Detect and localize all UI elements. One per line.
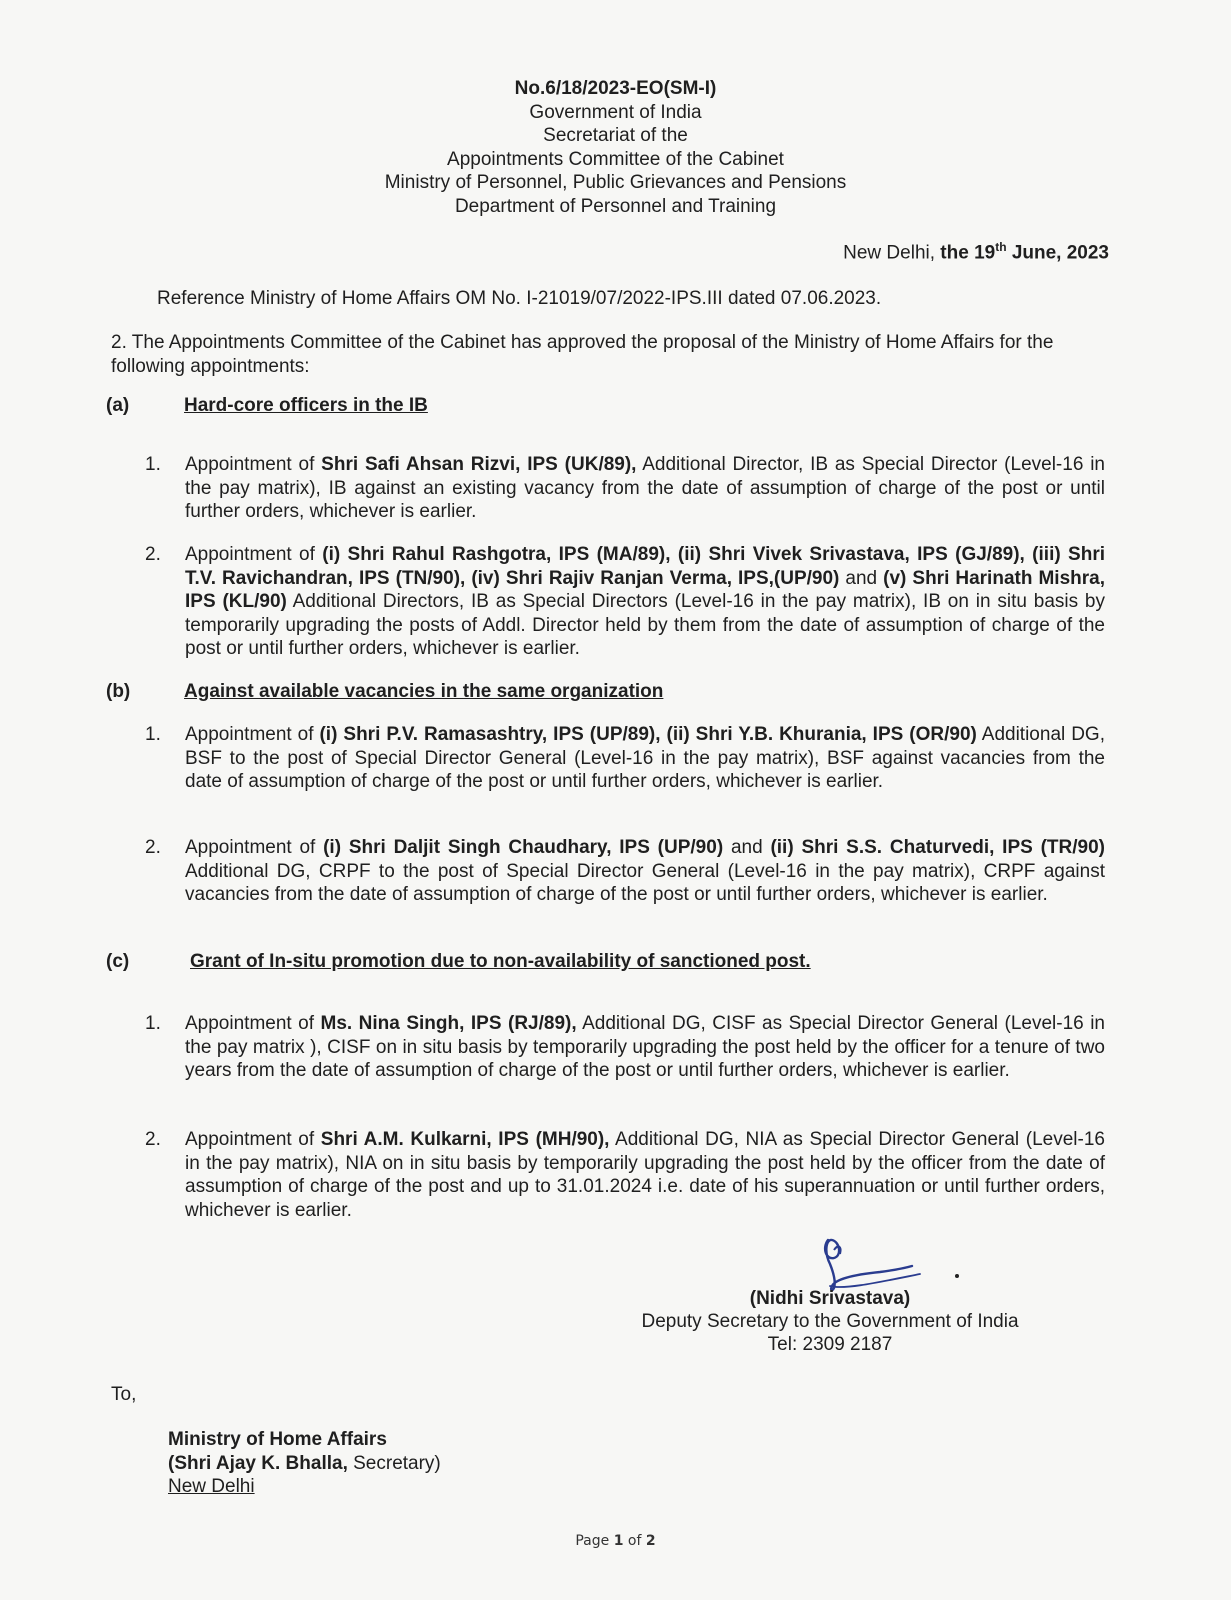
header-line: Government of India <box>529 101 702 123</box>
header-line: Appointments Committee of the Cabinet <box>447 148 784 170</box>
item-number: 2. <box>145 544 161 565</box>
section-heading <box>106 395 1106 417</box>
list-item <box>145 723 1105 794</box>
date-suffix: th <box>995 240 1007 254</box>
addressee-city: New Delhi <box>168 1476 255 1497</box>
item-text-part: Shri A.M. Kulkarni, IPS (MH/90), <box>320 1129 610 1150</box>
item-text-part: Additional Director, IB as Special Director (Level-16 in the pay matrix), IB against an existing vacancy from the date of assumption of charge of the post or until further orders, whichever is earlier. <box>185 454 1105 522</box>
item-number: 1. <box>145 1013 161 1034</box>
item-text-part: (ii) Shri S.S. Chaturvedi, IPS (TR/90) <box>770 837 1105 858</box>
addressee-person: (Shri Ajay K. Bhalla, Secretary) <box>168 1452 441 1474</box>
section-heading <box>106 951 1106 973</box>
item-text <box>185 836 1105 907</box>
item-text-part: (i) Shri Rahul Rashgotra, IPS (MA/89), (ii) Shri Vivek Srivastava, IPS (GJ/89), (iii) Shri T.V. Ravichandran, IPS (TN/90), (iv) Shri Rajiv Ranjan Verma, IPS,(UP/90) <box>185 544 1105 589</box>
file-number: No.6/18/2023-EO(SM-I) <box>514 78 717 99</box>
item-text-part: Additional DG, BSF to the post of Special Director General (Level-16 in the pay matrix), BSF against vacancies from the date of assumption of charge of the post or until further orders, whichever is earlier. <box>185 724 1105 792</box>
item-text-part: (i) Shri P.V. Ramasashtry, IPS (UP/89), (ii) Shri Y.B. Khurania, IPS (OR/90) <box>319 724 977 745</box>
item-text-part: Ms. Nina Singh, IPS (RJ/89), <box>320 1013 577 1034</box>
paragraph-2: 2. The Appointments Committee of the Cabinet has approved the proposal of the Ministry of Home Affairs for the following appointments: <box>111 332 1054 377</box>
signatory-name: (Nidhi Srivastava) <box>749 1288 911 1309</box>
list-item <box>145 836 1105 907</box>
addressee-block <box>168 1428 441 1499</box>
reference-line: Reference Ministry of Home Affairs OM No. I-21019/07/2022-IPS.III dated 07.06.2023. <box>157 288 882 309</box>
item-text-part: (i) Shri Daljit Singh Chaudhary, IPS (UP/90) <box>323 837 724 858</box>
list-item <box>145 1012 1105 1083</box>
date-day: the 19 <box>940 242 996 264</box>
item-text <box>185 1128 1105 1222</box>
item-number: 1. <box>145 454 161 475</box>
signatory-tel: Tel: 2309 2187 <box>767 1334 893 1355</box>
item-text <box>185 453 1105 524</box>
item-text-part: Appointment of <box>185 1129 321 1150</box>
section-heading <box>106 681 1106 703</box>
item-text-part: Shri Safi Ahsan Rizvi, IPS (UK/89), <box>321 454 637 475</box>
section-label: (a) <box>106 395 130 416</box>
page-number: Page 1 of 2 <box>575 1533 656 1549</box>
list-item <box>145 543 1105 661</box>
header-line: Ministry of Personnel, Public Grievances and Pensions <box>384 172 847 193</box>
item-number: 2. <box>145 837 161 858</box>
item-text-part: Appointment of <box>185 1013 321 1034</box>
item-text-part: Appointment of <box>185 544 323 565</box>
item-text <box>185 1012 1105 1083</box>
section-title: Hard-core officers in the IB <box>184 395 428 416</box>
addressee-ministry: Ministry of Home Affairs <box>168 1429 387 1450</box>
letter-date <box>843 240 1109 264</box>
item-text-part: and <box>723 837 771 858</box>
list-item <box>145 453 1105 524</box>
to-label: To, <box>111 1384 137 1405</box>
signature-dot <box>955 1274 959 1278</box>
item-text-part: and <box>839 567 884 589</box>
item-number: 2. <box>145 1129 161 1150</box>
item-text-part: Additional DG, CRPF to the post of Special Director General (Level-16 in the pay matrix), CRPF against vacancies from the date of assumption of charge of the post or until further orders, whichever is earlier. <box>185 860 1105 905</box>
item-text-part: (v) Shri Harinath Mishra, IPS (KL/90) <box>185 567 1105 612</box>
item-text-part: Additional DG, CISF as Special Director General (Level-16 in the pay matrix ), CISF on in situ basis by temporarily upgrading the post held by the officer for a tenure of two years from the date of assumption of charge of the post or until further orders, whichever is earlier. <box>185 1013 1105 1081</box>
date-rest: June, 2023 <box>1011 242 1109 264</box>
item-text <box>185 543 1105 661</box>
item-text-part: Appointment of <box>185 837 324 858</box>
section-label: (c) <box>106 951 130 972</box>
signatory-designation: Deputy Secretary to the Government of India <box>641 1311 1019 1332</box>
item-text-part: Additional DG, NIA as Special Director General (Level-16 in the pay matrix), NIA on in situ basis by temporarily upgrading the post held by the officer from the date of assumption of charge of the post and up to 31.01.2024 i.e. date of his superannuation or until further orders, whichever is earlier. <box>185 1129 1105 1221</box>
letter-header <box>0 77 1231 218</box>
date-place: New Delhi, <box>843 242 936 264</box>
item-text <box>185 723 1105 794</box>
item-text-part: Appointment of <box>185 454 322 475</box>
section-title: Against available vacancies in the same organization <box>184 681 664 702</box>
section-title: Grant of In-situ promotion due to non-availability of sanctioned post. <box>190 951 811 972</box>
item-number: 1. <box>145 724 161 745</box>
section-label: (b) <box>106 681 131 702</box>
header-line: Department of Personnel and Training <box>454 195 777 217</box>
item-text-part: Additional Directors, IB as Special Directors (Level-16 in the pay matrix), IB on in situ basis by temporarily upgrading the posts of Addl. Director held by them from the date of assumption of charge of the post or until further orders, whichever is earlier. <box>185 591 1105 659</box>
header-line: Secretariat of the <box>543 125 688 146</box>
item-text-part: Appointment of <box>185 724 320 745</box>
list-item <box>145 1128 1105 1222</box>
